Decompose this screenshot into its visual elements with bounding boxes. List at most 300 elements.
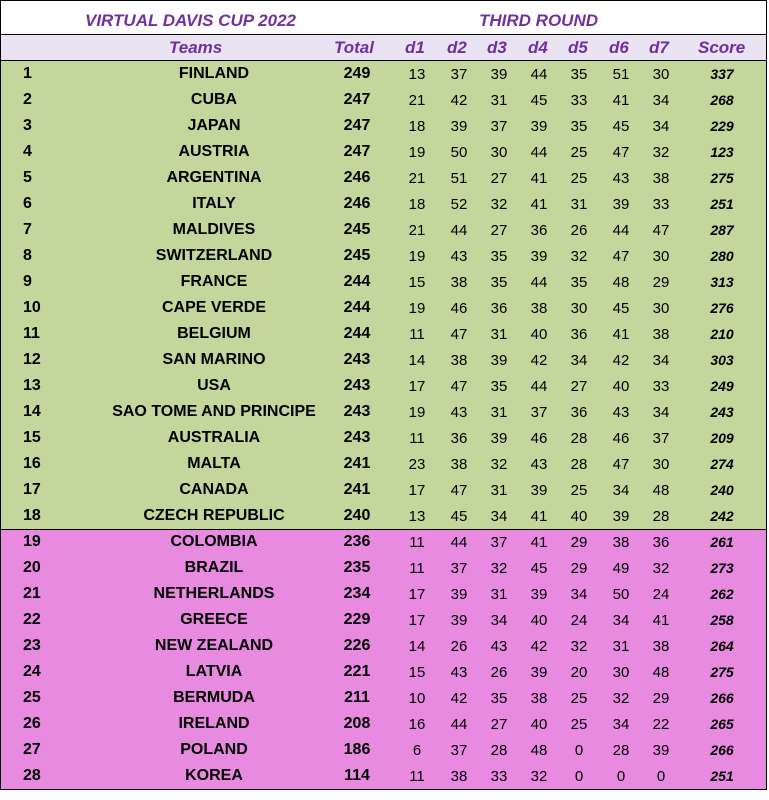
d6-cell: 39 <box>612 195 630 213</box>
round-title: THIRD ROUND <box>479 10 598 30</box>
team-name-cell: AUSTRIA <box>178 143 250 160</box>
d7-cell: 41 <box>652 611 670 629</box>
score-cell: 275 <box>710 170 734 186</box>
total-cell: 241 <box>343 481 371 498</box>
d6-cell: 32 <box>612 689 630 707</box>
d2-cell: 51 <box>450 169 468 187</box>
d4-cell: 46 <box>530 429 548 447</box>
d1-cell: 17 <box>408 377 426 395</box>
d5-cell: 25 <box>570 169 588 187</box>
d6-cell: 43 <box>612 169 630 187</box>
header-d2: d2 <box>447 37 467 57</box>
d4-cell: 41 <box>530 533 548 551</box>
score-cell: 287 <box>710 222 734 238</box>
score-cell: 243 <box>710 404 734 420</box>
d4-cell: 39 <box>530 117 548 135</box>
header-d6: d6 <box>609 37 629 57</box>
d1-cell: 19 <box>408 143 426 161</box>
d2-cell: 38 <box>450 351 468 369</box>
d4-cell: 43 <box>530 455 548 473</box>
d5-cell: 32 <box>570 247 588 265</box>
d5-cell: 31 <box>570 195 588 213</box>
score-cell: 242 <box>710 508 734 524</box>
d4-cell: 41 <box>530 507 548 525</box>
score-cell: 258 <box>710 612 734 628</box>
d1-cell: 21 <box>408 169 426 187</box>
total-cell: 221 <box>343 663 371 680</box>
d7-cell: 30 <box>652 299 670 317</box>
rank-cell: 16 <box>23 455 41 472</box>
score-cell: 251 <box>710 768 734 784</box>
score-cell: 249 <box>710 378 734 394</box>
table-row <box>1 321 766 347</box>
d5-cell: 35 <box>570 117 588 135</box>
score-cell: 274 <box>710 456 734 472</box>
d3-cell: 31 <box>490 585 508 603</box>
d6-cell: 42 <box>612 351 630 369</box>
rank-cell: 9 <box>23 273 32 290</box>
score-cell: 337 <box>710 66 734 82</box>
d2-cell: 39 <box>450 585 468 603</box>
d3-cell: 39 <box>490 65 508 83</box>
team-name-cell: COLOMBIA <box>170 533 258 550</box>
team-name-cell: FINLAND <box>178 65 250 82</box>
d2-cell: 39 <box>450 611 468 629</box>
rank-cell: 22 <box>23 611 41 628</box>
d5-cell: 0 <box>574 767 584 785</box>
d5-cell: 20 <box>570 663 588 681</box>
d6-cell: 50 <box>612 585 630 603</box>
score-cell: 262 <box>710 586 734 602</box>
table-row <box>1 217 766 243</box>
d5-cell: 24 <box>570 611 588 629</box>
header-teams: Teams <box>169 37 223 57</box>
d2-cell: 37 <box>450 559 468 577</box>
d5-cell: 29 <box>570 533 588 551</box>
d6-cell: 47 <box>612 247 630 265</box>
d3-cell: 30 <box>490 143 508 161</box>
d5-cell: 40 <box>570 507 588 525</box>
total-cell: 247 <box>343 117 371 134</box>
d4-cell: 45 <box>530 559 548 577</box>
d1-cell: 17 <box>408 585 426 603</box>
team-name-cell: CANADA <box>179 481 249 498</box>
team-name-cell: JAPAN <box>187 117 241 134</box>
score-cell: 209 <box>710 430 734 446</box>
header-d4: d4 <box>528 37 548 57</box>
d7-cell: 47 <box>652 221 670 239</box>
table-row <box>1 503 766 529</box>
d3-cell: 37 <box>490 533 508 551</box>
team-name-cell: LATVIA <box>185 663 243 680</box>
d7-cell: 37 <box>652 429 670 447</box>
table-row <box>1 425 766 451</box>
d4-cell: 40 <box>530 611 548 629</box>
table-row <box>1 243 766 269</box>
score-cell: 303 <box>710 352 734 368</box>
table-row <box>1 165 766 191</box>
d3-cell: 27 <box>490 169 508 187</box>
total-cell: 234 <box>343 585 371 602</box>
d5-cell: 26 <box>570 221 588 239</box>
team-name-cell: BRAZIL <box>184 559 244 576</box>
d4-cell: 48 <box>530 741 548 759</box>
score-cell: 251 <box>710 196 734 212</box>
score-cell: 261 <box>710 534 734 550</box>
d6-cell: 47 <box>612 143 630 161</box>
d7-cell: 38 <box>652 325 670 343</box>
score-cell: 229 <box>710 118 734 134</box>
total-cell: 243 <box>343 429 371 446</box>
d7-cell: 30 <box>652 455 670 473</box>
d1-cell: 15 <box>408 663 426 681</box>
d7-cell: 38 <box>652 637 670 655</box>
d6-cell: 34 <box>612 481 630 499</box>
d4-cell: 42 <box>530 351 548 369</box>
total-cell: 247 <box>343 91 371 108</box>
d5-cell: 27 <box>570 377 588 395</box>
rank-cell: 7 <box>23 221 32 238</box>
d5-cell: 36 <box>570 325 588 343</box>
table-row <box>1 399 766 425</box>
table-row <box>1 87 766 113</box>
rank-cell: 13 <box>23 377 41 394</box>
d7-cell: 48 <box>652 481 670 499</box>
table-row <box>1 347 766 373</box>
total-cell: 208 <box>343 715 371 732</box>
team-name-cell: IRELAND <box>178 715 250 732</box>
d7-cell: 29 <box>652 689 670 707</box>
d3-cell: 39 <box>490 429 508 447</box>
rank-cell: 8 <box>23 247 32 264</box>
rank-cell: 23 <box>23 637 41 654</box>
team-name-cell: BERMUDA <box>173 689 255 706</box>
d1-cell: 15 <box>408 273 426 291</box>
d7-cell: 22 <box>652 715 670 733</box>
d7-cell: 33 <box>652 195 670 213</box>
score-cell: 266 <box>710 690 734 706</box>
d3-cell: 36 <box>490 299 508 317</box>
d3-cell: 37 <box>490 117 508 135</box>
d5-cell: 32 <box>570 637 588 655</box>
d3-cell: 43 <box>490 637 508 655</box>
d4-cell: 40 <box>530 715 548 733</box>
d6-cell: 31 <box>612 637 630 655</box>
score-cell: 275 <box>710 664 734 680</box>
total-cell: 235 <box>343 559 371 576</box>
d1-cell: 6 <box>412 741 422 759</box>
team-name-cell: POLAND <box>180 741 248 758</box>
rank-cell: 14 <box>23 403 41 420</box>
d4-cell: 39 <box>530 247 548 265</box>
team-name-cell: MALTA <box>187 455 241 472</box>
team-name-cell: NEW ZEALAND <box>154 637 274 654</box>
d4-cell: 44 <box>530 273 548 291</box>
rank-cell: 3 <box>23 117 32 134</box>
team-name-cell: SAO TOME AND PRINCIPE <box>112 403 316 420</box>
d6-cell: 40 <box>612 377 630 395</box>
d5-cell: 30 <box>570 299 588 317</box>
d7-cell: 36 <box>652 533 670 551</box>
d3-cell: 35 <box>490 689 508 707</box>
d1-cell: 11 <box>409 767 425 785</box>
team-name-cell: KOREA <box>185 767 243 784</box>
d7-cell: 34 <box>652 91 670 109</box>
d7-cell: 0 <box>656 767 666 785</box>
d4-cell: 38 <box>530 689 548 707</box>
d6-cell: 41 <box>612 91 630 109</box>
team-name-cell: AUSTRALIA <box>167 429 261 446</box>
d7-cell: 28 <box>652 507 670 525</box>
d1-cell: 11 <box>409 559 425 577</box>
total-cell: 246 <box>343 169 371 186</box>
d2-cell: 43 <box>450 663 468 681</box>
total-cell: 240 <box>343 507 371 524</box>
d1-cell: 10 <box>408 689 426 707</box>
team-name-cell: SWITZERLAND <box>155 247 273 264</box>
d5-cell: 25 <box>570 481 588 499</box>
d2-cell: 43 <box>450 403 468 421</box>
header-row <box>1 35 766 61</box>
team-name-cell: CAPE VERDE <box>161 299 267 316</box>
d4-cell: 32 <box>530 767 548 785</box>
d5-cell: 36 <box>570 403 588 421</box>
score-cell: 210 <box>710 326 734 342</box>
rank-cell: 2 <box>23 91 32 108</box>
d7-cell: 29 <box>652 273 670 291</box>
d4-cell: 39 <box>530 481 548 499</box>
d2-cell: 46 <box>450 299 468 317</box>
total-cell: 226 <box>343 637 371 654</box>
d6-cell: 45 <box>612 117 630 135</box>
table-row <box>1 607 766 633</box>
total-cell: 243 <box>343 377 371 394</box>
score-cell: 313 <box>710 274 734 290</box>
total-cell: 244 <box>343 325 371 342</box>
rank-cell: 12 <box>23 351 41 368</box>
d3-cell: 31 <box>490 325 508 343</box>
d1-cell: 18 <box>408 195 426 213</box>
d7-cell: 34 <box>652 351 670 369</box>
table-row <box>1 139 766 165</box>
table-row <box>1 555 766 581</box>
header-d3: d3 <box>487 37 507 57</box>
d1-cell: 11 <box>409 533 425 551</box>
d2-cell: 50 <box>450 143 468 161</box>
header-score: Score <box>698 37 746 57</box>
d3-cell: 26 <box>490 663 508 681</box>
table-row <box>1 659 766 685</box>
total-cell: 244 <box>343 299 371 316</box>
total-cell: 244 <box>343 273 371 290</box>
title-row <box>1 7 766 35</box>
d3-cell: 27 <box>490 715 508 733</box>
d5-cell: 29 <box>570 559 588 577</box>
d2-cell: 26 <box>450 637 468 655</box>
d2-cell: 47 <box>450 325 468 343</box>
d7-cell: 34 <box>652 403 670 421</box>
d7-cell: 30 <box>652 65 670 83</box>
d1-cell: 17 <box>408 611 426 629</box>
d1-cell: 21 <box>408 221 426 239</box>
d5-cell: 25 <box>570 715 588 733</box>
d1-cell: 11 <box>409 325 425 343</box>
d1-cell: 14 <box>408 637 426 655</box>
d4-cell: 44 <box>530 143 548 161</box>
d1-cell: 11 <box>409 429 425 447</box>
d2-cell: 38 <box>450 273 468 291</box>
team-name-cell: NETHERLANDS <box>153 585 275 602</box>
table-row <box>1 763 766 789</box>
table-title: VIRTUAL DAVIS CUP 2022 <box>85 10 296 30</box>
d6-cell: 48 <box>612 273 630 291</box>
d3-cell: 32 <box>490 559 508 577</box>
d2-cell: 43 <box>450 247 468 265</box>
d6-cell: 43 <box>612 403 630 421</box>
score-cell: 268 <box>710 92 734 108</box>
rank-cell: 1 <box>23 65 32 82</box>
d3-cell: 39 <box>490 351 508 369</box>
d3-cell: 31 <box>490 403 508 421</box>
d4-cell: 37 <box>530 403 548 421</box>
d2-cell: 47 <box>450 481 468 499</box>
d3-cell: 35 <box>490 247 508 265</box>
table-row <box>1 633 766 659</box>
table-row <box>1 685 766 711</box>
d6-cell: 45 <box>612 299 630 317</box>
d6-cell: 0 <box>616 767 626 785</box>
d1-cell: 14 <box>408 351 426 369</box>
d3-cell: 31 <box>490 481 508 499</box>
rank-cell: 25 <box>23 689 41 706</box>
d2-cell: 44 <box>450 533 468 551</box>
d2-cell: 38 <box>450 455 468 473</box>
d5-cell: 35 <box>570 65 588 83</box>
d7-cell: 32 <box>652 143 670 161</box>
d1-cell: 13 <box>408 65 426 83</box>
team-name-cell: ITALY <box>192 195 236 212</box>
d7-cell: 24 <box>652 585 670 603</box>
header-d7: d7 <box>649 37 669 57</box>
d4-cell: 38 <box>530 299 548 317</box>
d5-cell: 34 <box>570 351 588 369</box>
d7-cell: 48 <box>652 663 670 681</box>
d3-cell: 27 <box>490 221 508 239</box>
d3-cell: 35 <box>490 377 508 395</box>
d4-cell: 42 <box>530 637 548 655</box>
score-cell: 273 <box>710 560 734 576</box>
d3-cell: 34 <box>490 507 508 525</box>
d6-cell: 51 <box>612 65 630 83</box>
d1-cell: 23 <box>408 455 426 473</box>
d6-cell: 49 <box>612 559 630 577</box>
d4-cell: 39 <box>530 585 548 603</box>
rank-cell: 21 <box>23 585 41 602</box>
rank-cell: 28 <box>23 767 41 784</box>
d2-cell: 44 <box>450 221 468 239</box>
d2-cell: 44 <box>450 715 468 733</box>
d6-cell: 38 <box>612 533 630 551</box>
rank-cell: 10 <box>23 299 41 316</box>
score-cell: 264 <box>710 638 734 654</box>
total-cell: 229 <box>343 611 371 628</box>
table-row <box>1 529 766 555</box>
d3-cell: 31 <box>490 91 508 109</box>
d1-cell: 21 <box>408 91 426 109</box>
d2-cell: 39 <box>450 117 468 135</box>
rank-cell: 5 <box>23 169 32 186</box>
rank-cell: 17 <box>23 481 41 498</box>
d6-cell: 34 <box>612 611 630 629</box>
d2-cell: 42 <box>450 689 468 707</box>
d5-cell: 25 <box>570 689 588 707</box>
total-cell: 186 <box>343 741 371 758</box>
total-cell: 243 <box>343 403 371 420</box>
score-cell: 280 <box>710 248 734 264</box>
total-cell: 249 <box>343 65 371 82</box>
table-row <box>1 61 766 87</box>
d2-cell: 45 <box>450 507 468 525</box>
d2-cell: 36 <box>450 429 468 447</box>
table-row <box>1 451 766 477</box>
total-cell: 236 <box>343 533 371 550</box>
d3-cell: 28 <box>490 741 508 759</box>
d7-cell: 34 <box>652 117 670 135</box>
total-cell: 211 <box>344 689 370 706</box>
team-name-cell: SAN MARINO <box>162 351 266 368</box>
d6-cell: 39 <box>612 507 630 525</box>
total-cell: 247 <box>343 143 371 160</box>
d6-cell: 46 <box>612 429 630 447</box>
rank-cell: 26 <box>23 715 41 732</box>
d5-cell: 28 <box>570 455 588 473</box>
d5-cell: 33 <box>570 91 588 109</box>
table-row <box>1 373 766 399</box>
header-total: Total <box>334 37 374 57</box>
score-cell: 123 <box>710 144 734 160</box>
d7-cell: 32 <box>652 559 670 577</box>
d1-cell: 16 <box>408 715 426 733</box>
d7-cell: 30 <box>652 247 670 265</box>
d2-cell: 37 <box>450 741 468 759</box>
total-cell: 243 <box>343 351 371 368</box>
rank-cell: 27 <box>23 741 41 758</box>
rank-cell: 20 <box>23 559 41 576</box>
d6-cell: 30 <box>612 663 630 681</box>
total-cell: 241 <box>343 455 371 472</box>
team-name-cell: GREECE <box>180 611 248 628</box>
rank-cell: 4 <box>23 143 32 160</box>
d1-cell: 19 <box>408 299 426 317</box>
total-cell: 246 <box>343 195 371 212</box>
d5-cell: 34 <box>570 585 588 603</box>
team-name-cell: USA <box>197 377 231 394</box>
d7-cell: 33 <box>652 377 670 395</box>
d4-cell: 40 <box>530 325 548 343</box>
d2-cell: 38 <box>450 767 468 785</box>
d1-cell: 13 <box>408 507 426 525</box>
d6-cell: 47 <box>612 455 630 473</box>
d1-cell: 19 <box>408 403 426 421</box>
team-name-cell: ARGENTINA <box>166 169 262 186</box>
d1-cell: 18 <box>408 117 426 135</box>
rank-cell: 18 <box>23 507 41 524</box>
table-row <box>1 269 766 295</box>
total-cell: 245 <box>343 247 371 264</box>
d2-cell: 47 <box>450 377 468 395</box>
table-row <box>1 711 766 737</box>
d7-cell: 38 <box>652 169 670 187</box>
